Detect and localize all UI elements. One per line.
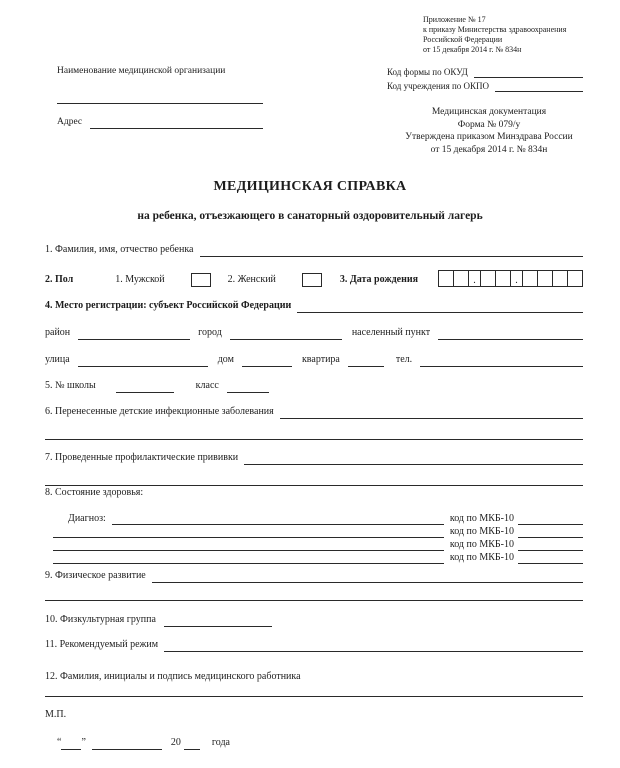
class-input-line[interactable] (227, 390, 269, 393)
diagnosis-label: Диагноз: (68, 513, 106, 524)
diagnosis-input-line[interactable] (53, 561, 444, 564)
doc-line: от 15 декабря 2014 г. № 834н (430, 144, 548, 155)
child-name-label: 1. Фамилия, имя, отчество ребенка (45, 244, 194, 255)
birthdate-month-cell[interactable] (495, 270, 511, 287)
house-label: дом (217, 354, 234, 365)
street-label: улица (45, 354, 70, 365)
form-title: МЕДИЦИНСКАЯ СПРАВКА (213, 179, 407, 194)
diagnosis-input-line[interactable] (53, 548, 444, 551)
address-label: Адрес (57, 117, 83, 127)
district-input-line[interactable] (78, 337, 190, 340)
child-name-input-line[interactable] (200, 254, 584, 257)
icd-label: код по МКБ-10 (449, 526, 514, 537)
diagnosis-input-line[interactable] (53, 535, 444, 538)
school-row (45, 379, 583, 393)
year-suffix: года (211, 737, 230, 748)
physical-development-continuation-line[interactable] (45, 583, 583, 601)
icd-label: код по МКБ-10 (449, 552, 514, 563)
icd-input-line[interactable] (518, 548, 583, 551)
stamp-label: М.П. (45, 709, 67, 720)
stamp-row (45, 708, 583, 722)
birthdate-separator: . (468, 270, 481, 287)
diagnosis-input-line[interactable] (112, 522, 444, 525)
apartment-label: квартира (301, 354, 340, 365)
date-quote-close: ” (81, 737, 86, 748)
sex-label: 2. Пол (45, 274, 74, 285)
doc-line: Медицинская документация (431, 107, 547, 117)
settlement-label: населенный пункт (351, 327, 431, 338)
fitness-group-row (45, 613, 583, 627)
birthdate-year-cell[interactable] (567, 270, 583, 287)
appendix-reference (423, 15, 598, 55)
icd-input-line[interactable] (518, 535, 583, 538)
birthdate-separator: . (510, 270, 523, 287)
phone-label: тел. (395, 354, 413, 365)
physical-development-input-line[interactable] (152, 580, 583, 583)
okud-input-line[interactable] (474, 75, 583, 78)
region-input-line[interactable] (297, 310, 583, 313)
year-prefix: 20 (170, 737, 181, 748)
phone-input-line[interactable] (420, 364, 583, 367)
female-label: 2. Женский (227, 274, 276, 285)
settlement-input-line[interactable] (438, 337, 583, 340)
registration-row (45, 299, 583, 313)
appendix-line: Российской Федерации (423, 35, 503, 44)
registration-label: 4. Место регистрации: субъект Российской Федерации (45, 300, 292, 311)
diagnosis-row (45, 525, 583, 538)
physical-development-row (45, 569, 583, 583)
sex-birthdate-row (45, 270, 583, 287)
fitness-group-input-line[interactable] (164, 624, 272, 627)
birthdate-month-cell[interactable] (480, 270, 496, 287)
class-label: класс (195, 380, 219, 391)
infections-row (45, 405, 583, 419)
vaccinations-row (45, 451, 583, 465)
okpo-row (387, 80, 583, 92)
address-input-line[interactable] (90, 126, 263, 129)
fitness-group-label: 10. Физкультурная группа (45, 614, 156, 625)
apartment-input-line[interactable] (348, 364, 384, 367)
city-input-line[interactable] (230, 337, 342, 340)
form-subtitle: на ребенка, отъезжающего в санаторный оздоровительный лагерь (137, 210, 483, 222)
school-input-line[interactable] (116, 390, 174, 393)
street-input-line[interactable] (78, 364, 208, 367)
birthdate-year-cell[interactable] (552, 270, 568, 287)
date-month-input-line[interactable] (92, 747, 162, 750)
icd-label: код по МКБ-10 (449, 513, 514, 524)
birthdate-day-cell[interactable] (438, 270, 454, 287)
vaccinations-continuation-line[interactable] (45, 465, 583, 486)
org-name-label: Наименование медицинской организации (57, 66, 226, 76)
infections-label: 6. Перенесенные детские инфекционные заболевания (45, 406, 274, 417)
appendix-line: к приказу Министерства здравоохранения (423, 25, 567, 34)
diagnosis-row (45, 538, 583, 551)
doc-line: Форма № 079/у (457, 119, 521, 130)
house-input-line[interactable] (242, 364, 292, 367)
regimen-label: 11. Рекомендуемый режим (45, 639, 159, 650)
appendix-line: Приложение № 17 (423, 15, 486, 24)
date-year-input-line[interactable] (184, 747, 200, 750)
infections-input-line[interactable] (280, 416, 583, 419)
doc-form-block (383, 106, 595, 156)
diagnosis-row (45, 551, 583, 564)
okpo-input-line[interactable] (495, 89, 583, 92)
district-label: район (45, 327, 71, 338)
doc-line: Утверждена приказом Минздрава России (405, 132, 573, 142)
date-row (45, 736, 583, 750)
child-name-row (45, 243, 583, 257)
female-checkbox[interactable] (302, 273, 322, 287)
birthdate-label: 3. Дата рождения (339, 274, 419, 285)
date-day-input-line[interactable] (61, 747, 81, 750)
district-city-row (45, 326, 583, 340)
form-body (45, 243, 583, 750)
male-label: 1. Мужской (115, 274, 165, 285)
medical-worker-label: 12. Фамилия, инициалы и подпись медицинского работника (45, 671, 301, 682)
regimen-row (45, 638, 583, 652)
date-quote-open: “ (57, 737, 62, 748)
health-row (45, 486, 583, 500)
diagnosis-row (45, 512, 583, 525)
okud-label: Код формы по ОКУД (387, 67, 468, 77)
medical-worker-signature-line[interactable] (45, 684, 583, 697)
address-row (57, 116, 263, 129)
birthdate-year-cell[interactable] (537, 270, 553, 287)
regimen-input-line[interactable] (164, 649, 583, 652)
birthdate-day-cell[interactable] (453, 270, 469, 287)
male-checkbox[interactable] (191, 273, 211, 287)
school-label: 5. № школы (45, 380, 96, 391)
org-name-input-line[interactable] (57, 94, 263, 104)
vaccinations-label: 7. Проведенные профилактические прививки (45, 452, 239, 463)
icd-label: код по МКБ-10 (449, 539, 514, 550)
okpo-label: Код учреждения по ОКПО (387, 81, 490, 91)
icd-input-line[interactable] (518, 522, 583, 525)
vaccinations-input-line[interactable] (244, 462, 583, 465)
city-label: город (198, 327, 222, 338)
street-house-row (45, 353, 583, 367)
physical-development-label: 9. Физическое развитие (45, 570, 146, 581)
infections-continuation-line[interactable] (45, 419, 583, 440)
okud-row (387, 66, 583, 78)
birthdate-boxes (439, 270, 583, 287)
health-label: 8. Состояние здоровья: (45, 487, 144, 498)
medical-worker-row (45, 670, 583, 684)
birthdate-year-cell[interactable] (522, 270, 538, 287)
icd-input-line[interactable] (518, 561, 583, 564)
appendix-line: от 15 декабря 2014 г. № 834н (423, 45, 522, 54)
